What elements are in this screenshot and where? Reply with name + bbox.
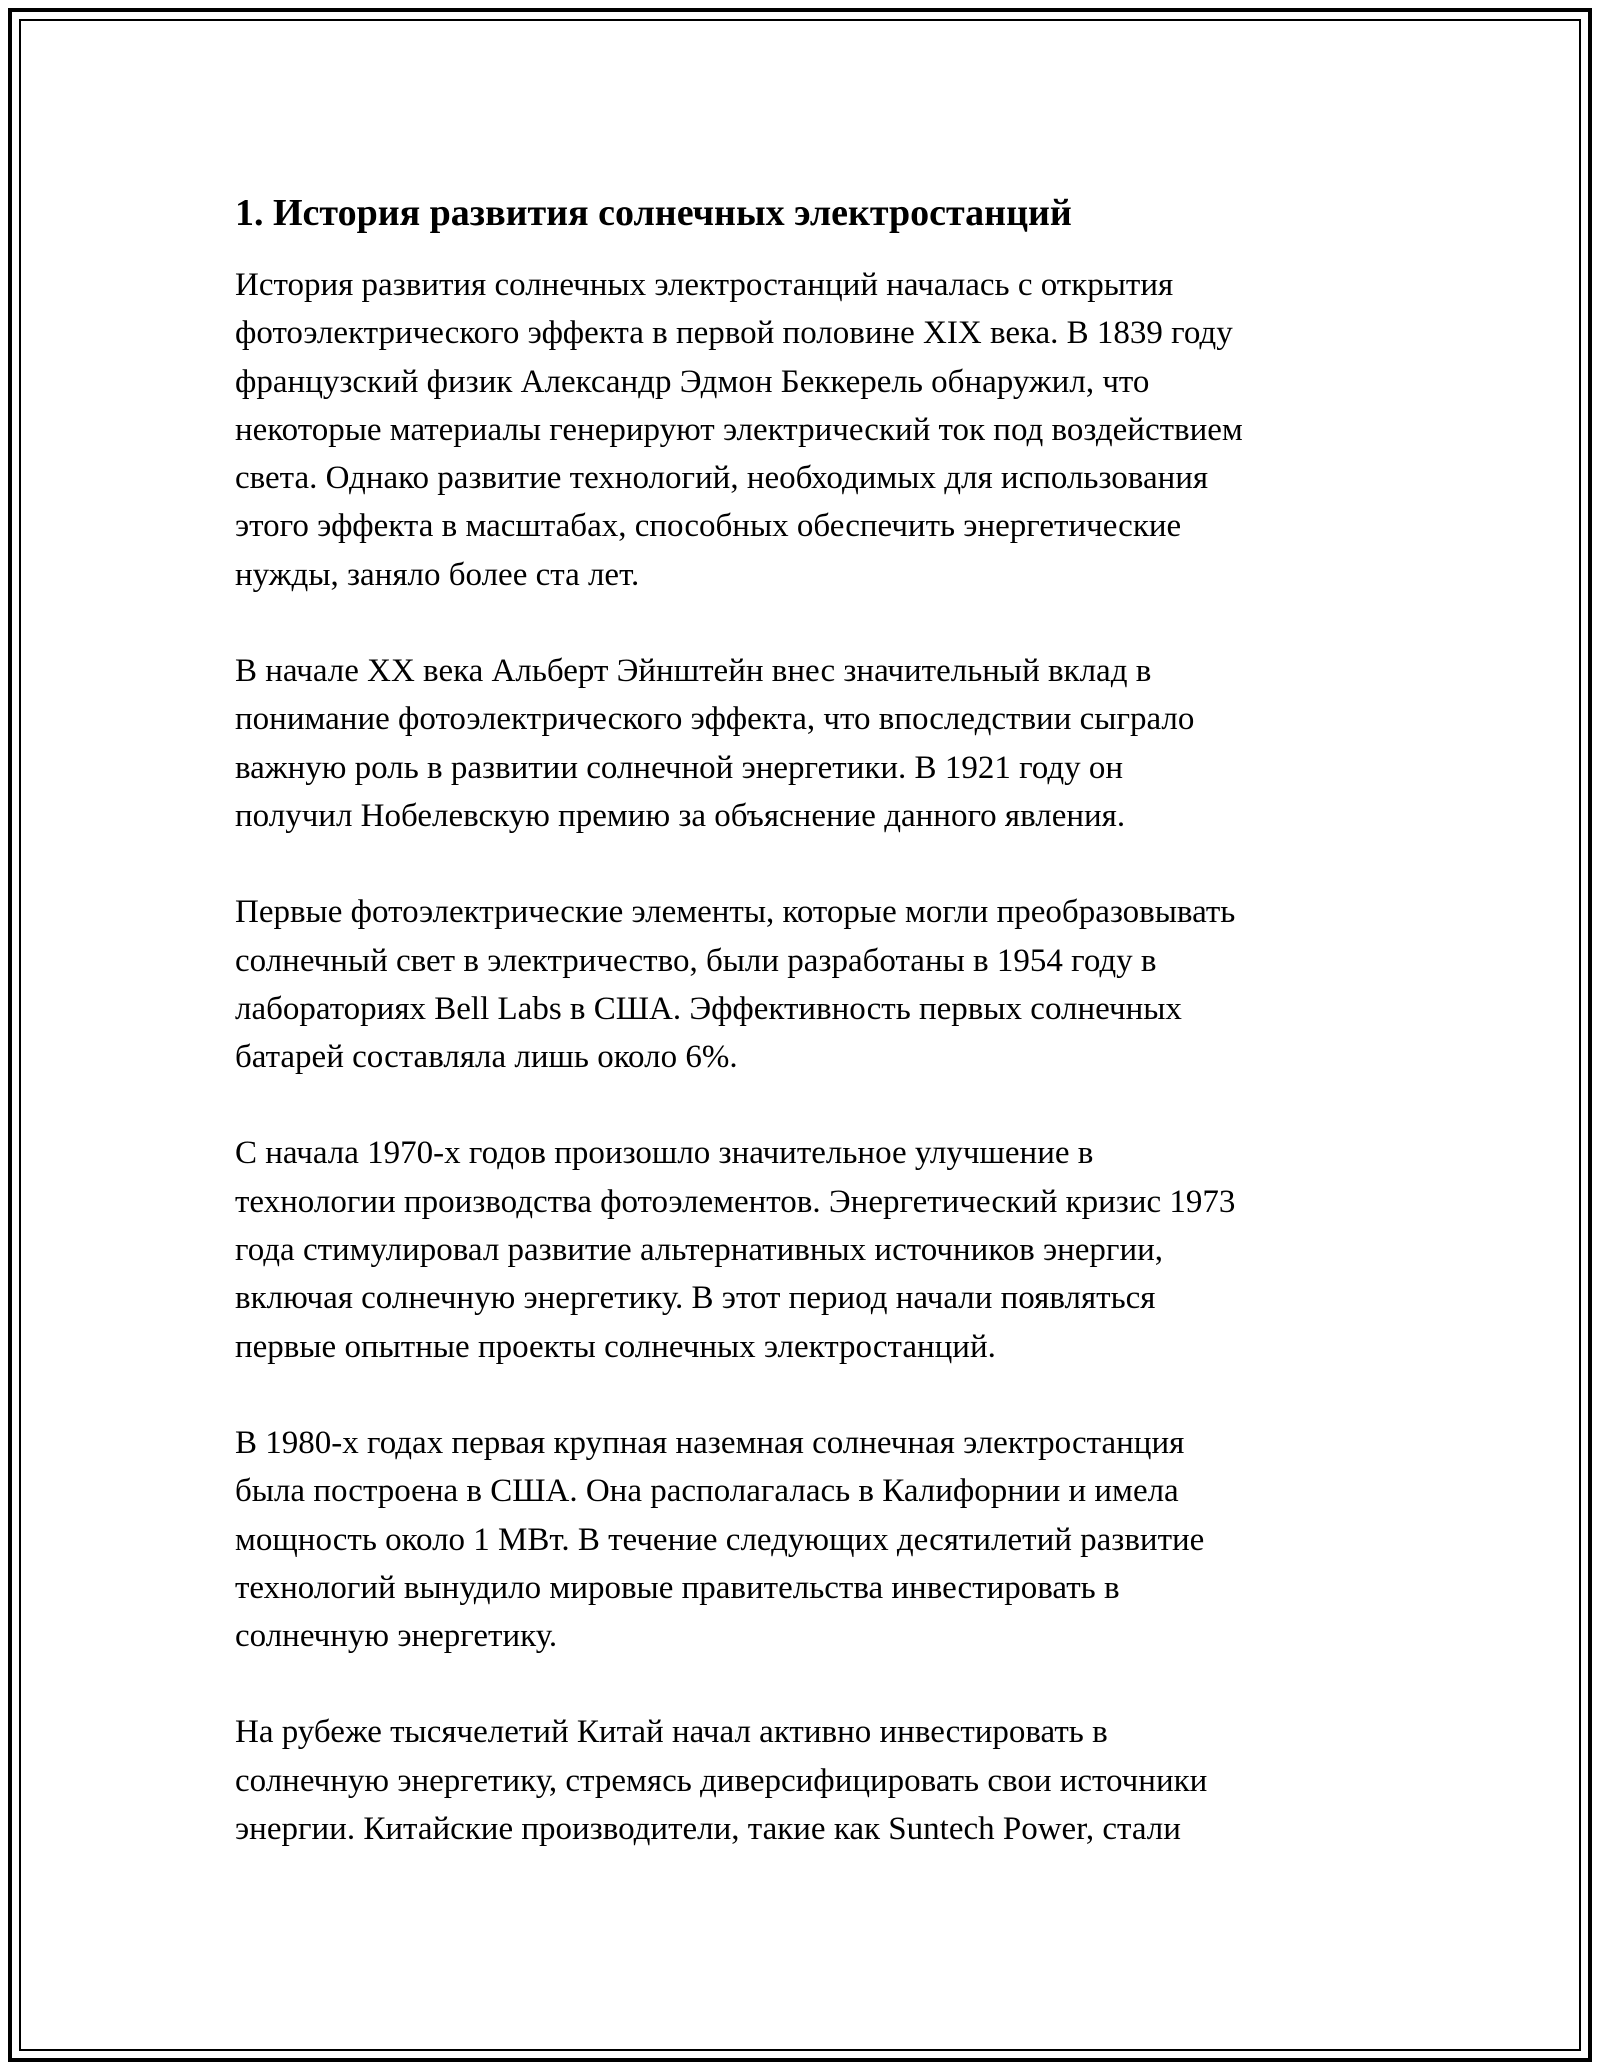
paragraph-einstein [235,647,1415,840]
text-line: История развития солнечных электростанций началась с открытия [235,267,1174,303]
text-line: года стимулировал развитие альтернативных источников энергии, [235,1232,1164,1269]
text-line: солнечную энергетику, стремясь диверсифицировать свои источники [235,1762,1208,1799]
text-line: технологии производства фотоэлементов. Энергетический кризис 1973 [235,1183,1236,1220]
text-line: света. Однако развитие технологий, необходимых для использования [235,460,1209,497]
text-line: этого эффекта в масштабах, способных обеспечить энергетические [235,508,1182,545]
document-body [235,185,1415,1901]
text-line: фотоэлектрического эффекта в первой половине XIX века. В 1839 году [235,315,1233,352]
paragraph-discovery [235,261,1415,599]
text-line: солнечную энергетику. [235,1618,558,1655]
paragraph-china [235,1708,1415,1853]
text-line: включая солнечную энергетику. В этот период начали появляться [235,1280,1156,1317]
text-line: лабораториях Bell Labs в США. Эффективность первых солнечных [235,990,1182,1027]
text-line: получил Нобелевскую премию за объяснение данного явления. [235,797,1126,834]
section-heading: 1. История развития солнечных электростанций [235,192,1072,234]
text-line: В начале XX века Альберт Эйнштейн внес значительный вклад в [235,653,1152,690]
text-line: На рубеже тысячелетий Китай начал активно инвестировать в [235,1714,1108,1751]
text-line: В 1980-х годах первая крупная наземная солнечная электростанция [235,1424,1185,1461]
text-line: батарей составляла лишь около 6%. [235,1039,738,1076]
text-line: первые опытные проекты солнечных электростанций. [235,1328,996,1365]
text-line: С начала 1970-х годов произошло значительное улучшение в [235,1135,1094,1172]
text-line: технологий вынудило мировые правительства инвестировать в [235,1569,1120,1606]
text-line: энергии. Китайские производители, такие как Suntech Power, стали [235,1811,1181,1848]
text-line: понимание фотоэлектрического эффекта, что впоследствии сыграло [235,701,1195,738]
text-line: Первые фотоэлектрические элементы, которые могли преобразовывать [235,894,1236,931]
paragraph-bell-labs [235,888,1415,1081]
text-line: мощность около 1 МВт. В течение следующих десятилетий развитие [235,1521,1205,1558]
text-line: нужды, заняло более ста лет. [235,556,640,593]
text-line: важную роль в развитии солнечной энергетики. В 1921 году он [235,749,1124,786]
text-line: солнечный свет в электричество, были разработаны в 1954 году в [235,942,1157,979]
text-line: была построена в США. Она располагалась в Калифорнии и имела [235,1473,1179,1510]
paragraph-1970s [235,1129,1415,1370]
paragraph-1980s [235,1419,1415,1660]
text-line: французский физик Александр Эдмон Беккерель обнаружил, что [235,363,1150,400]
text-line: некоторые материалы генерируют электрический ток под воздействием [235,411,1243,448]
